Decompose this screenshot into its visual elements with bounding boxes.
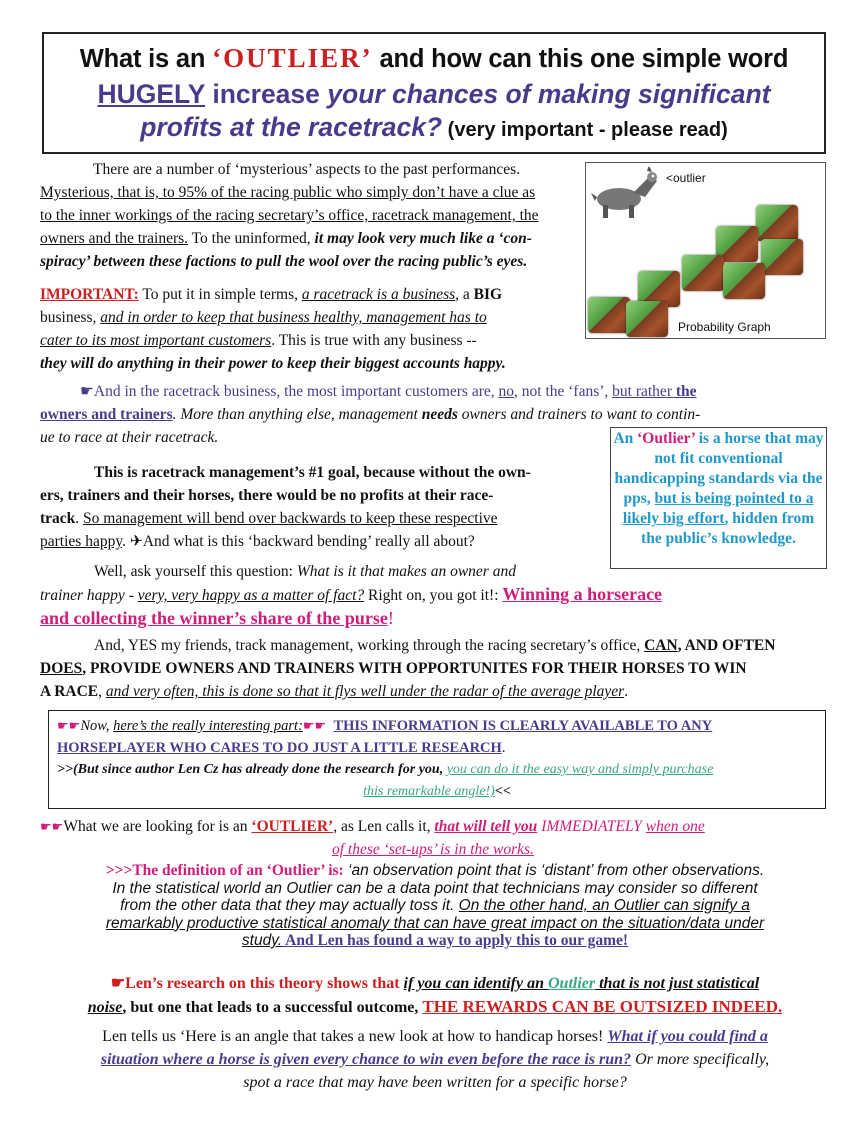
goal-paragraph: This is racetrack management’s #1 goal, because without the own- ers, trainers and their horses, there would be no profits at their race- track. So management will bend over backwards to keep these respective parties happy. ✈And what is this ‘backward bending’ really all about?: [40, 464, 531, 550]
title-line-1: What is an ‘OUTLIER’ and how can this one simple word: [79, 43, 789, 73]
research-theory-paragraph: ☛Len’s research on this theory shows that if you can identify an Outlier that is not just statistical noise, but one that leads to a successful outcome, THE REWARDS CAN BE OUTSIZED INDEED.: [87, 975, 783, 1016]
customers-paragraph: ☛And in the racetrack business, the most important customers are, no, not the ‘fans’, but rather the owners and trainers. More than anything else, management needs owners and trainers to want to contin- ue to race at their racetrack.: [40, 383, 701, 446]
title-outlier-word: ‘OUTLIER’: [212, 43, 373, 73]
graph-outlier-label: <outlier: [666, 171, 706, 185]
donkey-icon: [589, 167, 659, 219]
len-tells-us-paragraph: Len tells us ‘Here is an angle that takes a new look at how to handicap horses! What if you could find a situation where a horse is given every chance to win even before the race is run? Or more specifically, spot a race that may have been written for a specific horse?: [100, 1028, 770, 1091]
research-box: ☛☛Now, here’s the really interesting part:☛☛ THIS INFORMATION IS CLEARLY AVAILABLE TO ANY HORSEPLAYER WHO CARES TO DO JUST A LITTLE RESEARCH. >>(But since author Len Cz has already done the research for you, you can do it the easy way and simply purchase this remarkable angle!)<<: [48, 710, 826, 809]
horse-head-icon: [723, 263, 765, 299]
question-paragraph: Well, ask yourself this question: What is it that makes an owner and trainer happy - very, very happy as a matter of fact? Right on, you got it!: Winning a horserace and collecting the winner’s share of the purse!: [40, 563, 663, 628]
title-line-2: HUGELY increase your chances of making significant: [97, 79, 771, 109]
important-label: IMPORTANT:: [40, 286, 139, 303]
title-line-3: profits at the racetrack? (very important - please read): [140, 112, 728, 142]
horse-head-icon: [761, 239, 803, 275]
horse-head-icon: [682, 255, 724, 291]
horse-head-icon: [626, 301, 668, 337]
track-management-paragraph: And, YES my friends, track management, working through the racing secretary’s office, CAN, AND OFTEN DOES, PROVIDE OWNERS AND TRAINERS WITH OPPORTUNITES FOR THEIR HORSES TO WIN A RACE, and very often, this is done so that it flys well under the radar of the average player.: [40, 637, 776, 700]
title-box: [42, 32, 826, 154]
probability-graph: [585, 162, 826, 339]
graph-caption: Probability Graph: [678, 320, 771, 334]
important-paragraph: IMPORTANT: To put it in simple terms, a racetrack is a business, a BIG business, and in order to keep that business healthy, management has to cater to its most important customers. This is true with any business -- they will do anything in their power to keep their biggest accounts happy.: [40, 286, 506, 372]
outlier-definition-box: An ‘Outlier’ is a horse that may not fit conventional handicapping standards via the pps, but is being pointed to a likely big effort, hidden from the public’s knowledge.: [610, 427, 827, 569]
definition-paragraph: >>>The definition of an ‘Outlier’ is: ‘an observation point that is ‘distant’ from other observations. In the statistical world an Outlier can be a data point that technicians may consider so different from the other data that they may actually toss it. On the other hand, an Outlier can signify a remarkably productive statistical anomaly that can have great impact on the situation/data under study. And Len has found a way to apply this to our game!: [105, 862, 765, 949]
title-hugely: HUGELY: [97, 79, 205, 109]
intro-paragraph: There are a number of ‘mysterious’ aspects to the past performances. Mysterious, that is, to 95% of the racing public who simply don’t have a clue as to the inner workings of the racing secretary’s office, racetrack management, the owners and the trainers. To the uninformed, it may look very much like a ‘con- spiracy’ between these factions to pull the wool over the racing public’s eyes.: [40, 161, 539, 270]
horse-head-icon: [756, 205, 798, 241]
what-we-look-for-paragraph: ☛☛What we are looking for is an ‘OUTLIER’, as Len calls it, that will tell you IMMEDIATELY when one of these ‘set-ups’ is in the works.: [40, 818, 705, 858]
